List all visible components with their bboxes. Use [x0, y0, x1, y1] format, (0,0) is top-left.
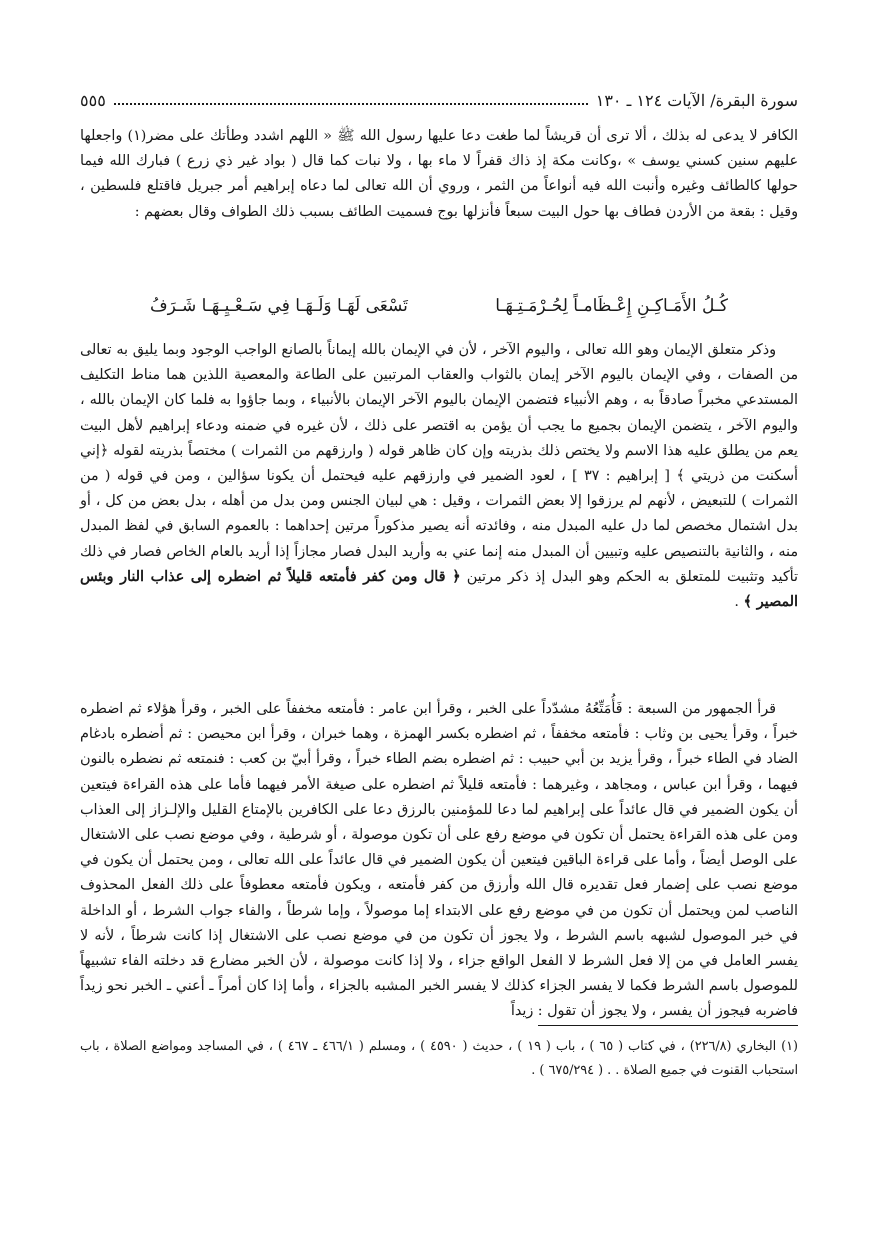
footnote — [80, 1035, 798, 1083]
paragraph-1-text: الكافر لا يدعى له بذلك ، ألا ترى أن قريشاً لما طغت دعا عليها رسول الله ﷺ « اللهم اشدد وطأتك على مضر(١) واجعلها عليهم سنين كسني يوسف » ،وكانت مكة إذ ذاك قفراً لا ماء بها ، ولا نبات كما قال ( بواد غير ذي زرع ) فبارك الله فيما حولها كالطائف وغيره وأنبت الله فيه أنواعاً من الثمر ، وروي أن الله تعالى لما دعاه إبراهيم أمر جبريل فاقتلع فلسطين ، وقيل : بقعة من الأردن فطاف بها حول البيت سبعاً فأنزلها بوج فسميت الطائف بسبب ذلك الطواف وقال بعضهم : — [80, 128, 799, 220]
paragraph-2 — [80, 338, 798, 615]
paragraph-2-body: وذكر متعلق الإيمان وهو الله تعالى ، واليوم الآخر ، لأن في الإيمان بالله إيماناً بالصانع الواجب الوجود وبما يليق به تعالى من الصفات ، وفي الإيمان باليوم الآخر إيمان بالثواب والعقاب المرتبين على الطاعة والمعصية اللذين هما مناط التكليف المستدعي مخبراً صادقاً به ، وهم الأنبياء فتضمن الإيمان باليوم الآخر الإيمان بالأنبياء ، وبما جاؤوا به فلما كان الإيمان بالله ، واليوم الآخر ، يتضمن الإيمان بجميع ما يجب أن يؤمن به اقتصر على ذلك ، لأن غيره في ضمنه ودعاء إبراهيم لأهل البيت يعم من يطلق عليه هذا الاسم ولا يختص ذلك بذريته وإن كان ظاهر قوله ( وارزقهم من الثمرات ) مختصاً بذريته لقوله ﴿إني أسكنت من ذريتي ﴾ [ إبراهيم : ٣٧ ] ، لعود الضمير في وارزقهم عليه فيحتمل أن يكونا سؤالين ، ومن في قوله ( من الثمرات ) للتبعيض ، لأنهم لم يرزقوا إلا بعض الثمرات ، وقيل : هي لبيان الجنس ومن بدل من أهله ، بدل بعض من كل ، أو بدل اشتمال مخصص لما دل عليه المبدل منه ، وفائدته أنه يصير مذكوراً مرتين إحداهما : بالعموم السابق في لفظ المبدل منه ، والثانية بالتنصيص عليه وتبيين أن المبدل منه إنما عني به وأريد البدل فصار مجازاً إذا أريد بالعام الخاص فصار في ذلك تأكيد وتثبيت للمتعلق به الحكم وهو البدل إذ ذكر مرتين — [80, 342, 798, 585]
paragraph-3-text: قرأ الجمهور من السبعة : فَأُمَتِّعُهُ مشدّداً على الخبر ، وقرأ ابن عامر : فأمتعه مخففاً على الخبر ، وقرأ هؤلاء ثم اضطره خبراً ، وقرأ يحيى بن وثاب : فأمتعه مخففاً ، ثم اضطره بكسر الهمزة ، وهما خبران ، وقرأ ابن محيصن : ثم أضطره بادغام الضاد في الطاء خبراً ، وقرأ يزيد بن أبي حبيب : ثم اضطره بضم الطاء خبراً ، وقرأ أبيّ بن كعب : فنمتعه ثم نضطره بالنون فيهما ، وقرأ ابن عباس ، ومجاهد ، وغيرهما : فأمتعه قليلاً ثم اضطره على صيغة الأمر فيهما فأما على هذه القراءة فيتعين أن يكون الضمير في قال عائداً على إبراهيم لما دعا للمؤمنين بالرزق دعا على الكافرين بالإمتاع القليل والإلـزاز إلى العذاب ومن على هذه القراءة يحتمل أن تكون في موضع رفع على أن تكون موصولة ، أو شرطية ، وفي موضع نصب على الاشتغال على الوصل أيضاً ، وأما على قراءة الباقين فيتعين أن يكون الضمير في قال عائداً على الله تعالى ، ومن يحتمل أن يكون في موضع نصب على إضمار فعل تقديره قال الله وأرزق من كفر فأمتعه ، ويكون فأمتعه معطوفاً على ذلك الفعل المحذوف الناصب لمن ويحتمل أن تكون من في موضع رفع على الابتداء إما موصولاً ، وإما شرطاً ، والفاء جواب الشرط ، أو الداخلة في خبر الموصول لشبهه باسم الشرط ، ولا يجوز أن تكون من في موضع نصب على الاشتغال إذا كانت شرطاً ، لأنه لا يفسر العامل في من إلا فعل الشرط لا الفعل الواقع جزاء ، ولا إذا كانت موصولة ، لأن الخبر مضارع قد دخلته الفاء تشبيهاً للموصول باسم الشرط فكما لا يفسر الجزاء كذلك لا يفسر الخبر المشبه بالجزاء ، وأما إذا كان أمراً ـ أعني ـ الخبر نحو زيداً فاضربه فيجوز أن يفسر ، ولا يجوز أن تقول : زيداً — [80, 701, 798, 1020]
paragraph-3 — [80, 697, 798, 1025]
quran-quote: ﴿ قال ومن كفر فأمتعه قليلاً ثم اضطره إلى عذاب النار وبئس المصير ﴾ — [80, 568, 798, 611]
header-dot-leader — [114, 102, 588, 105]
verse-hemistich-right: كُـلُ الأَمَـاكِـنِ إِعْـظَامـاً لِحُـرْمَـتِـهَـا — [495, 296, 728, 316]
poetry-verse — [80, 288, 798, 324]
page-number: ٥٥٥ — [80, 91, 106, 110]
paragraph-2-text — [80, 338, 798, 615]
verse-hemistich-left: تَسْعَى لَهَـا وَلَـهَـا فِي سَـعْـيِـهَـا شَـرَفُ — [150, 296, 408, 316]
paragraph-1 — [80, 124, 798, 225]
paragraph-2-end: . — [734, 594, 744, 611]
running-header — [80, 82, 798, 110]
footnote-text: (١) البخاري (٢٢٦/٨) ، في كتاب ( ٦٥ ) ، باب ( ١٩ ) ، حديث ( ٤٥٩٠ ) ، ومسلم ( ٤٦٦/١ ـ ٤٦٧ ) ، في المساجد ومواضع الصلاة ، باب استحباب القنوت في جميع الصلاة . . ( ٦٧٥/٢٩٤ ) . — [80, 1039, 798, 1078]
header-title: سورة البقرة/ الآيات ١٢٤ ـ ١٣٠ — [595, 91, 798, 110]
footnote-separator — [538, 1025, 798, 1026]
